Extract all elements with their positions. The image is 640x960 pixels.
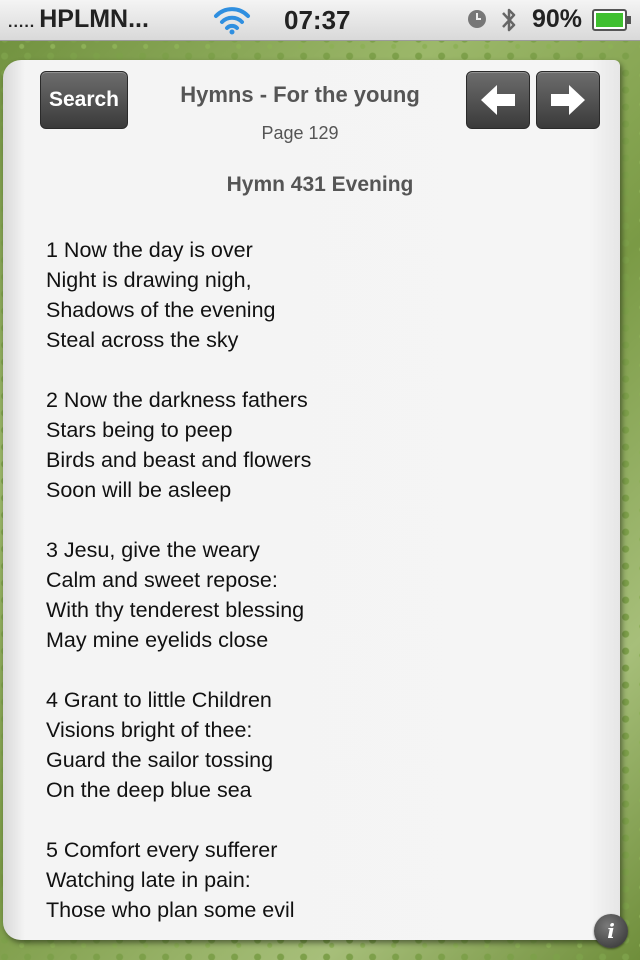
alarm-icon <box>466 8 488 30</box>
stanza <box>46 535 586 655</box>
battery-percent: 90% <box>532 5 583 33</box>
carrier <box>8 5 149 34</box>
stanza <box>46 235 586 355</box>
lyric-line: Shadows of the evening <box>46 298 276 322</box>
bluetooth-icon <box>498 4 520 36</box>
carrier-name: HPLMN... <box>39 5 149 33</box>
lyric-line: 5 Comfort every sufferer <box>46 838 278 862</box>
status-bar <box>0 0 640 41</box>
lyric-line: Calm and sweet repose: <box>46 568 278 592</box>
info-button[interactable]: i <box>594 914 628 948</box>
lyric-line: Night is drawing nigh, <box>46 268 252 292</box>
lyric-line: Guard the sailor tossing <box>46 748 274 772</box>
section-title: Hymns - For the young <box>180 82 420 107</box>
lyric-line: 4 Grant to little Children <box>46 688 272 712</box>
search-button[interactable]: Search <box>40 71 128 129</box>
clock: 07:37 <box>284 5 351 35</box>
lyric-line: Visions bright of thee: <box>46 718 253 742</box>
arrow-left-icon <box>478 83 518 117</box>
stanza <box>46 835 586 925</box>
lyric-line: Stars being to peep <box>46 418 233 442</box>
lyric-line: May mine eyelids close <box>46 628 269 652</box>
previous-page-button[interactable] <box>466 71 530 129</box>
lyric-line: 2 Now the darkness fathers <box>46 388 308 412</box>
signal-dots: ..... <box>8 14 36 31</box>
stanza <box>46 685 586 805</box>
lyric-line: Soon will be asleep <box>46 478 232 502</box>
lyric-line: On the deep blue sea <box>46 778 252 802</box>
stanza <box>46 385 586 505</box>
next-page-button[interactable] <box>536 71 600 129</box>
lyric-line: Watching late in pain: <box>46 868 251 892</box>
lyric-line: Steal across the sky <box>46 328 239 352</box>
lyric-line: 1 Now the day is over <box>46 238 253 262</box>
hymn-title: Hymn 431 Evening <box>226 173 414 196</box>
page-number: Page 129 <box>261 123 339 143</box>
lyric-line: With thy tenderest blessing <box>46 598 305 622</box>
arrow-right-icon <box>548 83 588 117</box>
lyric-line: 3 Jesu, give the weary <box>46 538 260 562</box>
hymn-lyrics[interactable] <box>46 235 586 922</box>
hymn-page <box>3 60 620 940</box>
wifi-icon <box>214 5 250 35</box>
lyric-line: Those who plan some evil <box>46 898 295 922</box>
lyric-line: Birds and beast and flowers <box>46 448 312 472</box>
battery-icon <box>592 9 632 31</box>
